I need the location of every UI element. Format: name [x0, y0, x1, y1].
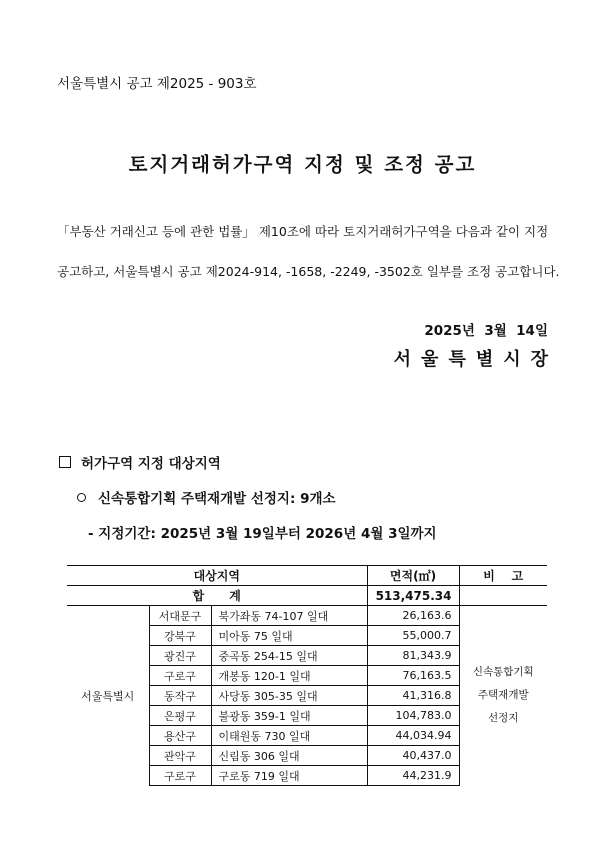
section-heading-text: 허가구역 지정 대상지역 — [81, 456, 221, 472]
circle-bullet-icon — [77, 493, 86, 502]
checkbox-square-icon — [59, 456, 71, 468]
total-remark-empty — [459, 586, 547, 606]
area-cell: 104,783.0 — [367, 706, 459, 726]
district-cell: 구로구 — [149, 666, 211, 686]
location-cell: 신림동 306 일대 — [211, 746, 367, 766]
table-header-row — [67, 566, 547, 586]
section-heading — [59, 452, 221, 472]
designation-period: - 지정기간: 2025년 3월 19일부터 2026년 4월 3일까지 — [88, 526, 437, 542]
table-row — [67, 606, 547, 626]
total-row — [67, 586, 547, 606]
city-cell: 서울특별시 — [67, 606, 149, 786]
signer-title: 서울특별시장 — [393, 349, 558, 370]
area-table — [67, 565, 547, 786]
total-value: 513,475.34 — [367, 586, 459, 606]
district-cell: 관악구 — [149, 746, 211, 766]
district-cell: 동작구 — [149, 686, 211, 706]
sub-heading — [77, 487, 336, 507]
area-cell: 76,163.5 — [367, 666, 459, 686]
location-cell: 구로동 719 일대 — [211, 766, 367, 786]
area-cell: 44,231.9 — [367, 766, 459, 786]
body-text-line-2: 공고하고, 서울특별시 공고 제2024-914, -1658, -2249, -3502호 일부를 조정 공고합니다. — [57, 264, 560, 279]
announcement-number: 서울특별시 공고 제2025 - 903호 — [57, 76, 257, 92]
area-cell: 81,343.9 — [367, 646, 459, 666]
remark-line: 선정지 — [488, 712, 519, 725]
area-cell: 41,316.8 — [367, 686, 459, 706]
district-cell: 용산구 — [149, 726, 211, 746]
area-cell: 55,000.7 — [367, 626, 459, 646]
district-cell: 은평구 — [149, 706, 211, 726]
location-cell: 불광동 359-1 일대 — [211, 706, 367, 726]
header-area: 대상지역 — [193, 569, 240, 583]
area-cell: 44,034.94 — [367, 726, 459, 746]
district-cell: 광진구 — [149, 646, 211, 666]
district-cell: 강북구 — [149, 626, 211, 646]
location-cell: 중곡동 254-15 일대 — [211, 646, 367, 666]
location-cell: 미아동 75 일대 — [211, 626, 367, 646]
location-cell: 이태원동 730 일대 — [211, 726, 367, 746]
remark-cell — [459, 606, 547, 786]
total-label: 합 계 — [67, 586, 367, 606]
announcement-date: 2025년 3월 14일 — [424, 323, 548, 339]
document-title: 토지거래허가구역 지정 및 조정 공고 — [128, 153, 477, 176]
header-size: 면적(㎡) — [367, 566, 459, 586]
location-cell: 사당동 305-35 일대 — [211, 686, 367, 706]
body-text-line-1: 「부동산 거래신고 등에 관한 법률」 제10조에 따라 토지거래허가구역을 다음과 같이 지정 — [57, 224, 549, 239]
location-cell: 북가좌동 74-107 일대 — [211, 606, 367, 626]
district-cell: 구로구 — [149, 766, 211, 786]
area-cell: 40,437.0 — [367, 746, 459, 766]
remark-line: 주택재개발 — [477, 689, 529, 702]
location-cell: 개봉동 120-1 일대 — [211, 666, 367, 686]
sub-heading-text: 신속통합기획 주택재개발 선정지: 9개소 — [98, 491, 336, 507]
remark-line: 신속통합기획 — [472, 666, 534, 679]
district-cell: 서대문구 — [149, 606, 211, 626]
header-remark: 비 고 — [459, 566, 547, 586]
area-cell: 26,163.6 — [367, 606, 459, 626]
